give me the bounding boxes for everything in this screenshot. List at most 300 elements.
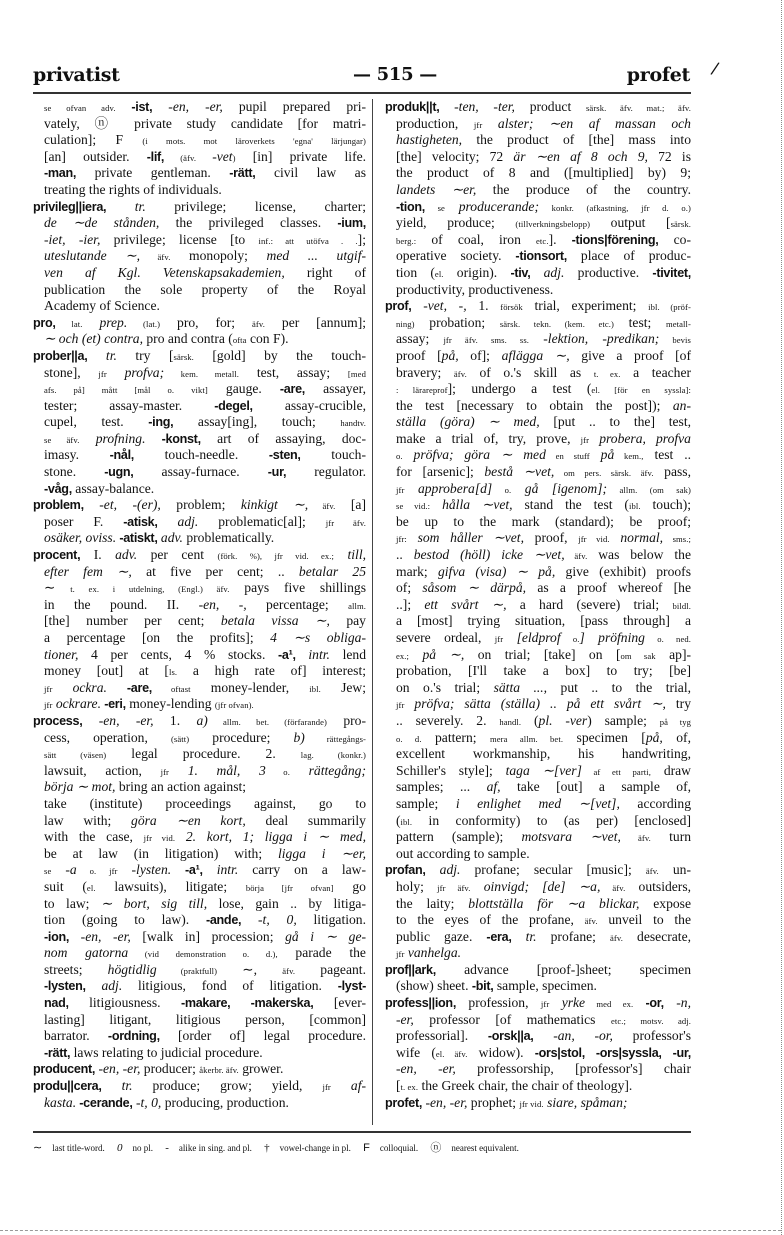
entry-text: go [333, 878, 366, 894]
entry-text: äfv. [564, 551, 588, 562]
entry-text: pageant. [295, 961, 366, 977]
entry-text: [an] outsider. [44, 148, 147, 164]
entry-text: allm. [348, 600, 366, 611]
entry-text: kinkigt ∼, [240, 497, 309, 513]
entry-text: un- [658, 862, 691, 878]
dictionary-line [33, 564, 366, 581]
entry-text: was below the [587, 547, 691, 563]
entry-text: treating the rights of individuals. [44, 181, 222, 197]
entry-text: jfr [396, 484, 405, 495]
entry-text: co- [658, 231, 691, 247]
entry-text: professorship, [professor's] chair [455, 1061, 691, 1077]
dictionary-line [385, 215, 691, 232]
entry-text: cupel, test. [44, 414, 149, 430]
entry-text: [order of] legal procedure. [159, 1028, 366, 1044]
left-column [33, 99, 366, 1111]
entry-text: inf.: att utöfva . . [258, 235, 358, 246]
dictionary-line [33, 132, 366, 149]
entry-text: with the case, [44, 829, 144, 845]
entry-text: cess, operation, [44, 729, 171, 745]
entry-text: metall- [665, 318, 691, 329]
n-label: nearest equivalent. [451, 1143, 519, 1153]
subentry: -tivitet, [652, 265, 692, 280]
entry-text: rättegångs- [304, 733, 366, 744]
entry-text: åkerbr. äfv. [199, 1065, 239, 1076]
entry-text: of, [662, 729, 691, 745]
dictionary-line [33, 232, 366, 249]
subentry: -tion, [396, 199, 425, 214]
entry-text: kem., [614, 451, 644, 462]
dictionary-line [33, 365, 366, 382]
dictionary-line [385, 481, 691, 498]
entry-text: afs. på] mått [mål o. vikt] [44, 385, 208, 396]
dictionary-line [385, 995, 691, 1012]
entry-text: -et, -(er), [83, 497, 161, 513]
entry-text: uteslutande ∼, [44, 248, 141, 264]
entry-text: pröfva; sätta (ställa) .. på ett svårt ∼, [404, 696, 666, 712]
entry-text: suit ( [44, 878, 87, 894]
entry-text: allm. bet. (förfarande) [207, 716, 328, 727]
entry-text: ls. [168, 667, 178, 678]
dictionary-line [385, 282, 691, 299]
entry-text: o. [560, 634, 580, 644]
dictionary-line [33, 680, 366, 697]
entry-text: pupil prepared pri- [222, 99, 367, 114]
dictionary-line [385, 398, 691, 415]
headword: privileg||iera, [33, 199, 107, 214]
entry-text: per cent [137, 547, 218, 563]
entry-text: pattern (sample); [396, 829, 522, 845]
dictionary-line [33, 978, 366, 995]
entry-text: turn [650, 829, 692, 845]
entry-text: test; [614, 314, 666, 330]
entry-text: ett svårt ∼, [424, 596, 507, 612]
subentry: -degel, [214, 398, 253, 413]
entry-text: se ofvan adv. [44, 103, 116, 113]
entry-text: taga ∼[ver] [505, 762, 582, 778]
entry-text: handtv. [340, 418, 366, 429]
entry-text: -en, -er, [422, 1094, 468, 1110]
entry-text: [a] [335, 497, 366, 513]
dictionary-line [385, 580, 691, 597]
entry-text: tioner, [44, 646, 79, 662]
dictionary-line [33, 763, 366, 780]
entry-text: public gaze. [396, 928, 487, 944]
dictionary-line [33, 116, 366, 133]
dictionary-line [385, 1012, 691, 1029]
dictionary-line [33, 414, 366, 431]
entry-text: -en, -er, [396, 1061, 456, 1077]
subentry: -rätt, [229, 166, 256, 181]
entry-text: jfr [473, 119, 483, 130]
entry-text: pl. -ver [538, 712, 588, 728]
entry-text: på ∼, [409, 646, 465, 662]
entry-text: b) [293, 729, 305, 745]
running-head-left: privatist [33, 64, 120, 86]
entry-text: etc.; motsv. adj. [610, 1015, 692, 1026]
entry-text: I. [80, 547, 116, 563]
dictionary-line [385, 99, 691, 116]
entry-text: sms.; [663, 534, 691, 545]
entry-text: särsk. [670, 219, 691, 230]
dagger-label: vowel-change in pl. [279, 1143, 351, 1153]
subentry: -våg, [44, 481, 72, 496]
entry-text: tion ( [396, 264, 435, 280]
entry-text: productive. [564, 264, 653, 280]
footer-rule [33, 1131, 691, 1133]
entry-text: bevis [659, 335, 691, 346]
entry-text: pröfva; göra ∼ med [402, 447, 546, 463]
entry-text: gå [igenom]; [511, 480, 608, 496]
entry-text: tester; assay-master. [44, 397, 215, 413]
dictionary-line [33, 879, 366, 896]
dictionary-line [33, 730, 366, 747]
entry-text: äfv. [600, 882, 626, 893]
dictionary-line [33, 182, 366, 199]
entry-text: imasy. [44, 447, 110, 463]
entry-text: bestod (höll) icke ∼vet, [413, 547, 565, 563]
entry-text: specimen [ [563, 729, 646, 745]
entry-text: ibl. [628, 501, 641, 512]
entry-text: adj. [425, 862, 461, 878]
entry-text: producerande; [444, 198, 539, 214]
entry-text: probation, [I'll take a box] to try; [be] [396, 663, 691, 679]
entry-text: be at law (in litigation) with; [44, 845, 278, 861]
entry-text: -en, -er, [152, 99, 223, 114]
entry-text: jfr [396, 949, 405, 960]
entry-text: bildl. [672, 600, 691, 611]
right-column [385, 99, 691, 1111]
entry-text: äfv. [453, 368, 467, 379]
dictionary-line [385, 530, 691, 547]
subentry: -rätt, [44, 1045, 71, 1060]
entry-text: blottställa för ∼a blickar, [468, 895, 640, 911]
page-bottom-edge [0, 1230, 781, 1231]
entry-text: test .. [643, 447, 691, 463]
entry-text: med ex. [585, 999, 634, 1010]
entry-text: t. ex. [400, 1082, 419, 1093]
entry-text: assay; [396, 331, 444, 347]
entry-text: procedure; [189, 729, 294, 745]
dictionary-line [385, 929, 691, 946]
entry-text: give a proof [of [569, 347, 691, 363]
headword: problem, [33, 498, 84, 513]
entry-text: 1. [466, 298, 501, 314]
dagger-symbol: † [264, 1142, 270, 1154]
entry-text: assay-furnace. [133, 464, 268, 480]
entry-text: högtidlig [107, 961, 157, 977]
entry-text: (jfr ofvan). [214, 700, 254, 711]
entry-text: jfr [580, 434, 590, 445]
dictionary-line [385, 1078, 691, 1095]
dictionary-line [33, 580, 366, 597]
entry-text: (tillverkningsbelopp) [515, 219, 591, 230]
entry-text: sample, specimen. [493, 978, 597, 994]
entry-text: [ever- [313, 995, 366, 1011]
entry-text: a) [196, 712, 208, 728]
page-number: — 515 — [352, 64, 437, 85]
dictionary-line [33, 1061, 366, 1078]
entry-text: ∼ [44, 580, 71, 596]
dictionary-line [385, 862, 691, 879]
entry-text: -en, -, [198, 596, 247, 612]
entry-text: ap]- [655, 646, 692, 662]
dictionary-line [33, 962, 366, 979]
entry-text: kem. metall. [164, 368, 240, 379]
dictionary-line [33, 99, 366, 116]
dictionary-line [385, 779, 691, 796]
dictionary-line [33, 613, 366, 630]
dictionary-line [385, 630, 691, 647]
entry-text: osäker, oviss. [44, 530, 117, 546]
n-symbol: ⓝ [430, 1142, 442, 1154]
entry-text: the privileged classes. [159, 215, 338, 231]
entry-text: se [44, 866, 52, 877]
dictionary-line [33, 1012, 366, 1029]
dictionary-line [33, 862, 366, 879]
dictionary-line [385, 896, 691, 913]
dictionary-line [385, 298, 691, 315]
entry-text: -en, -er, [95, 1061, 141, 1077]
headword: prof||ark, [385, 962, 436, 977]
entry-text: -t, 0, [241, 912, 297, 928]
entry-text: nom gatorna [44, 945, 129, 961]
f-label: colloquial. [379, 1143, 419, 1153]
entry-text: försök [500, 302, 523, 313]
entry-text: de ∼de stånden, [44, 215, 160, 231]
dictionary-line [385, 846, 691, 863]
entry-text: trial, experiment; [522, 298, 649, 314]
entry-text: professor [of mathematics [413, 1011, 611, 1027]
entry-text: pro- [327, 712, 366, 728]
dictionary-line [385, 199, 691, 216]
dictionary-line [33, 514, 366, 531]
dictionary-line [33, 331, 366, 348]
entry-text: try [665, 696, 691, 712]
entry-text: adv. [157, 530, 183, 546]
entry-text: äfv. [252, 318, 265, 329]
entry-text: stone], [44, 364, 99, 380]
entry-text: pay [329, 613, 366, 629]
entry-text: ibl. (pröf- [648, 302, 691, 313]
entry-text: ] pröfning [579, 630, 645, 645]
entry-text: private gentleman. [76, 165, 230, 181]
entry-text: for [arsenic]; [396, 464, 485, 480]
headword: prof, [385, 299, 412, 314]
dictionary-line [33, 796, 366, 813]
subentry: nad, [44, 996, 69, 1011]
entry-text: motsvara ∼vet, [521, 829, 621, 845]
entry-text: äfv. [584, 916, 598, 927]
dictionary-line [33, 713, 366, 730]
entry-text: money-lender, [190, 679, 310, 695]
dictionary-line [385, 613, 691, 630]
dictionary-line [385, 945, 691, 962]
entry-text: as a proof whereof [he [526, 580, 691, 596]
entry-text: the laity; [396, 895, 469, 911]
dictionary-line [33, 995, 366, 1012]
entry-text: sätt (väsen) [44, 750, 107, 761]
subentry: -ist, [115, 100, 153, 114]
entry-text: on o.'s trial; [396, 679, 494, 695]
entry-text: 4 per cents, 4 % stocks. [78, 646, 279, 662]
entry-text: gauge. [207, 381, 280, 397]
entry-text: adj. [530, 264, 565, 280]
entry-text: ockrare. [52, 696, 101, 712]
entry-text: [walk in] procession; [130, 928, 286, 944]
entry-text: according [619, 795, 692, 811]
entry-text: adj. [157, 513, 199, 529]
entry-text: göra ∼en kort, [131, 812, 246, 828]
entry-text: -vet, -, [411, 298, 467, 314]
entry-text: laws relating to judicial procedure. [70, 1044, 263, 1060]
headword: process, [33, 713, 83, 728]
entry-text: efter fem ∼, [44, 563, 132, 579]
headword: produ||cera, [33, 1079, 102, 1094]
headword: profet, [385, 1095, 423, 1110]
abbreviation-key [33, 1139, 693, 1155]
headword: procent, [33, 548, 81, 563]
entry-text: lose, gain .. by litiga- [207, 895, 366, 911]
entry-text: ven af Kgl. Vetenskapsakademien, [44, 264, 285, 280]
entry-text: problematic[al]; [198, 513, 326, 529]
entry-text: jfr: [396, 534, 407, 545]
dictionary-line [33, 298, 366, 315]
entry-text: prep. [82, 314, 128, 330]
entry-text: särsk. [173, 351, 194, 362]
entry-text: samples; ... [396, 779, 487, 795]
entry-text: of; [396, 580, 423, 596]
entry-text: lawsuit, action, [44, 762, 161, 778]
entry-text: el. [86, 882, 96, 893]
dictionary-line [385, 165, 691, 182]
entry-text: lasting] litigant, litigious person, [common] [44, 1011, 366, 1027]
entry-text: tion (going to law). [44, 912, 206, 928]
entry-text: ( [396, 812, 401, 828]
entry-text: oftast [151, 683, 191, 694]
dictionary-line [33, 282, 366, 299]
entry-text: profession, [456, 995, 541, 1011]
entry-text: jfr äfv. sms. ss. [443, 335, 530, 346]
entry-text: ibl. [400, 816, 413, 827]
entry-text: the produce of the country. [476, 181, 691, 197]
entry-text: alster; ∼en af massan och [482, 115, 691, 131]
entry-text: ∼ och (et) contra, [44, 331, 143, 347]
dictionary-line [33, 779, 366, 796]
dictionary-line [385, 365, 691, 382]
entry-text: på, [441, 347, 459, 363]
zero-symbol: 0 [116, 1142, 123, 1154]
entry-text: the Greek chair, the chair of theology]. [418, 1078, 633, 1094]
dictionary-line [33, 248, 366, 265]
entry-text: jfr [44, 683, 53, 694]
entry-text: handl. [499, 716, 522, 727]
dictionary-line [33, 497, 366, 514]
dictionary-line [33, 447, 366, 464]
entry-text: the product of 8 and ([multiplied] by) 9; [396, 165, 691, 181]
entry-text: tr. [511, 928, 537, 944]
entry-text: operative society. [396, 248, 516, 264]
entry-text: se vid.: [396, 501, 431, 512]
entry-text: se [424, 202, 445, 213]
entry-text: lag. (konkr.) [300, 750, 366, 761]
dictionary-line [385, 597, 691, 614]
subentry: -man, [44, 166, 77, 181]
dictionary-line [385, 381, 691, 398]
entry-text: producing, production. [161, 1094, 289, 1110]
entry-text: tr. [101, 1078, 133, 1094]
entry-text: out according to sample. [396, 845, 530, 861]
entry-text: the product of [the] mass into [462, 132, 691, 148]
dictionary-line [385, 730, 691, 747]
entry-text: production, [396, 115, 474, 131]
entry-text: expose [639, 895, 691, 911]
entry-text: o. [492, 484, 512, 495]
entry-text: try [ [116, 347, 174, 363]
entry-text: kasta. [44, 1094, 77, 1110]
dictionary-line [385, 564, 691, 581]
entry-text: a hard (severe) trial; [506, 596, 673, 612]
entry-text: äfv. [645, 866, 659, 877]
entry-text: [gold] by the touch- [193, 347, 367, 363]
entry-text: till, [334, 547, 366, 563]
subentry: -atisk, [123, 514, 158, 529]
entry-text: be up to the mark (standard); be proof; [396, 513, 691, 529]
entry-text: productivity, productiveness. [396, 281, 554, 297]
entry-text: jfr vid. [519, 1098, 544, 1109]
entry-text: lat. [55, 318, 83, 329]
dictionary-line [385, 414, 691, 431]
entry-text: jfr [540, 999, 550, 1010]
dictionary-line [33, 663, 366, 680]
entry-text: assay[ing], touch; [173, 414, 341, 430]
entry-text: gifva (visa) ∼ på, [437, 563, 556, 579]
dictionary-line [385, 1095, 691, 1112]
entry-text: oinvigd; [de] ∼a, [470, 878, 601, 894]
subentry: -lyst- [337, 979, 366, 994]
entry-text: rättegång; [289, 762, 366, 778]
entry-text: outsiders, [625, 878, 692, 894]
entry-text: med ... utgif- [266, 248, 366, 264]
entry-text: etc. [536, 235, 549, 246]
entry-text: -a [51, 862, 77, 878]
entry-text: wife ( [396, 1044, 436, 1060]
entry-text: -en, -er, [82, 712, 154, 728]
entry-text: streets; [44, 961, 108, 977]
subentry: -tionsort, [515, 249, 567, 264]
entry-text: (show) sheet. [396, 978, 472, 994]
entry-text: (förk. %), jfr vid. ex.; [217, 551, 335, 562]
dictionary-line [385, 813, 691, 830]
entry-text: origin). [443, 264, 511, 280]
entry-text: privilege; license, charter; [145, 198, 367, 214]
entry-text: på, [645, 729, 663, 745]
entry-text: assay-balance. [71, 480, 155, 496]
entry-text: vately, ⓝ private study candidate [for matri- [44, 115, 366, 131]
entry-text: desecrate, [622, 928, 691, 944]
subentry: -ing, [148, 415, 174, 430]
entry-text: hålla ∼vet, [430, 497, 513, 513]
entry-text: touch- [300, 447, 366, 463]
entry-text: ]; [357, 231, 366, 247]
entry-text: in the pound. II. [44, 596, 199, 612]
entry-text: law with; [44, 812, 132, 828]
dictionary-line [33, 547, 366, 564]
dictionary-line [385, 912, 691, 929]
entry-text: stand the test ( [512, 497, 629, 513]
entry-text: product [514, 99, 586, 114]
dictionary-line [33, 431, 366, 448]
